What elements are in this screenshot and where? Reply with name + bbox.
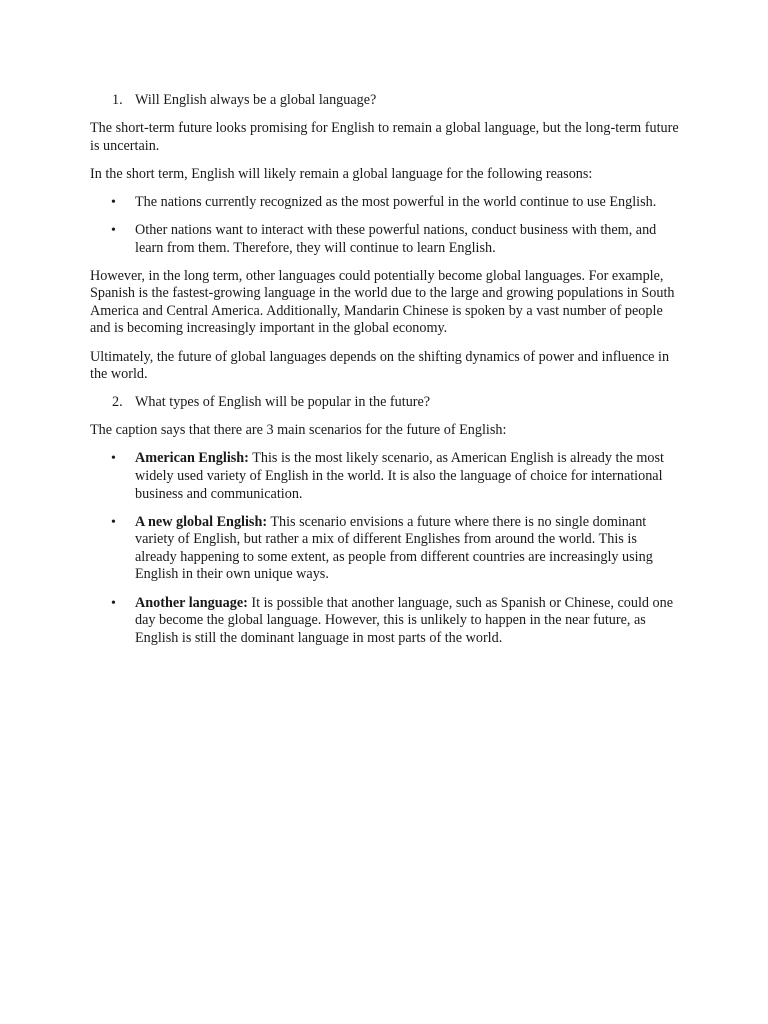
paragraph-scenarios-intro: The caption says that there are 3 main scenarios for the future of English: <box>90 422 507 439</box>
reasons-list <box>90 194 680 257</box>
question-text: Will English always be a global language? <box>135 92 377 108</box>
paragraph-short-term: In the short term, English will likely remain a global language for the following reasons: <box>90 165 593 182</box>
scenario-title: American English: <box>135 450 249 467</box>
scenario-text: This is the most likely scenario, as American English is already the most widely used variety of English in the world. It is also the language of choice for international business and communication. <box>135 450 664 502</box>
question-number: 2. <box>112 394 123 411</box>
list-item <box>90 194 680 212</box>
bullet-icon: • <box>111 514 116 530</box>
scenario-title: A new global English: <box>135 513 268 530</box>
scenario-text: It is possible that another language, such as Spanish or Chinese, could one day become the global language. However, this is unlikely to happen in the near future, as English is still the dominant language in most parts of the world. <box>135 594 674 646</box>
paragraph-conclusion: Ultimately, the future of global languages depends on the shifting dynamics of power and influence in the world. <box>90 348 670 383</box>
list-item <box>90 514 680 584</box>
list-item-text: The nations currently recognized as the most powerful in the world continue to use English. <box>135 193 657 210</box>
list-item <box>90 450 680 503</box>
scenario-title: Another language: <box>135 594 248 611</box>
bullet-icon: • <box>111 595 116 611</box>
question-number: 1. <box>112 92 123 108</box>
paragraph-long-term: However, in the long term, other languages could potentially become global languages. For example, Spanish is the fastest-growing language in the world due to the large and growing populations in South America and Central America. Additionally, Mandarin Chinese is spoken by a vast number of people and is becoming increasingly important in the global economy. <box>90 267 675 337</box>
question-text: What types of English will be popular in the future? <box>135 394 431 411</box>
list-item-text: Other nations want to interact with these powerful nations, conduct business with them, and learn from them. Therefore, they will continue to learn English. <box>135 221 657 256</box>
bullet-icon: • <box>111 194 116 210</box>
bullet-icon: • <box>111 222 116 238</box>
list-item <box>90 595 680 648</box>
question-2 <box>90 394 680 412</box>
bullet-icon: • <box>111 451 116 467</box>
document-page <box>90 92 680 658</box>
question-1 <box>90 92 680 110</box>
scenario-text: This scenario envisions a future where there is no single dominant variety of English, but rather a mix of different Englishes from around the world. This is already happening to some extent, as people from different countries are increasingly using English in their own unique ways. <box>135 513 653 583</box>
scenarios-list <box>90 450 680 647</box>
list-item <box>90 222 680 257</box>
paragraph-outlook: The short-term future looks promising for English to remain a global language, but the long-term future is uncertain. <box>90 120 679 154</box>
